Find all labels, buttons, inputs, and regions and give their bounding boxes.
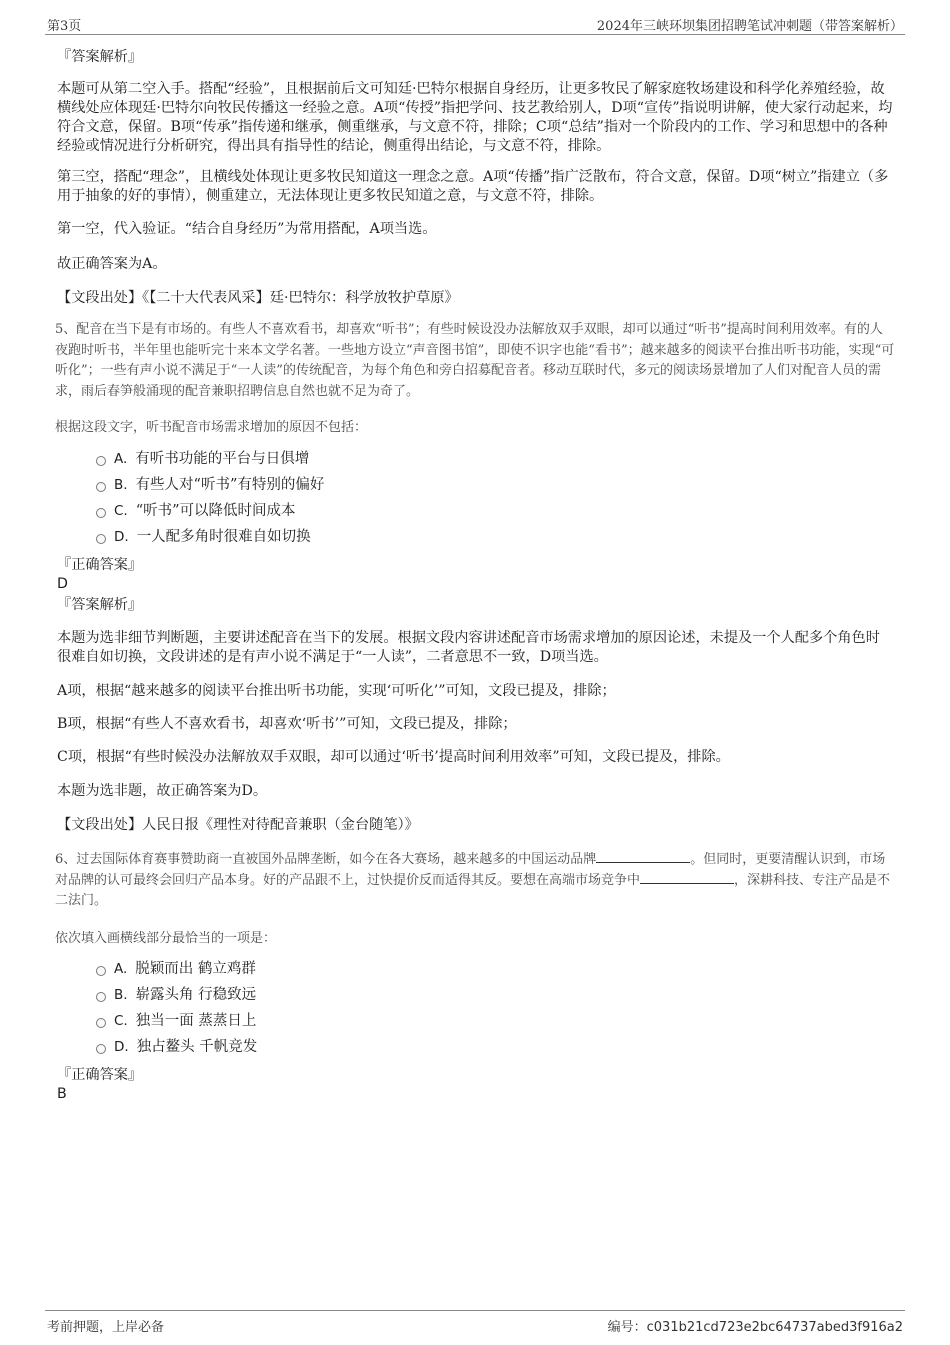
analysis-paragraph: A项，根据“越来越多的阅读平台推出听书功能，实现‘可听化’”可知，文段已提及，排除； bbox=[57, 683, 616, 699]
radio-icon[interactable] bbox=[96, 1018, 106, 1028]
analysis-conclusion: 本题为选非题，故正确答案为D。 bbox=[57, 783, 268, 799]
option-d[interactable] bbox=[96, 526, 311, 548]
correct-answer-label: 『正确答案』 bbox=[57, 557, 143, 573]
radio-icon[interactable] bbox=[96, 1044, 106, 1054]
option-b[interactable] bbox=[96, 474, 324, 496]
option-letter: D. bbox=[114, 529, 129, 545]
radio-icon[interactable] bbox=[96, 966, 106, 976]
stem-text: 6、过去国际体育赛事赞助商一直被国外品牌垄断，如今在各大赛场，越来越多的中国运动品牌 bbox=[55, 852, 597, 867]
source-citation: 【文段出处】人民日报《理性对待配音兼职（金台随笔）》 bbox=[57, 817, 419, 833]
correct-answer-label: 『正确答案』 bbox=[57, 1067, 143, 1083]
document-code bbox=[608, 1316, 903, 1335]
analysis-paragraph: 第一空，代入验证。“结合自身经历”为常用搭配，A项当选。 bbox=[57, 221, 437, 237]
option-letter: B. bbox=[114, 477, 128, 493]
option-text: 脱颖而出 鹤立鸡群 bbox=[135, 961, 256, 977]
option-text: 一人配多角时很难自如切换 bbox=[136, 529, 311, 545]
option-letter: A. bbox=[114, 451, 128, 467]
option-text: 独占鳌头 千帆竞发 bbox=[136, 1039, 258, 1055]
fill-blank bbox=[640, 871, 734, 884]
analysis-paragraph: B项，根据“有些人不喜欢看书，却喜欢‘听书’”可知，文段已提及，排除； bbox=[57, 716, 517, 732]
option-text: 崭露头角 行稳致远 bbox=[135, 987, 257, 1003]
option-text: “听书”可以降低时间成本 bbox=[135, 503, 296, 519]
option-b[interactable] bbox=[96, 984, 256, 1006]
stem-text: ，深耕科技、专注产品是不二法门。 bbox=[55, 872, 891, 908]
page-footer bbox=[45, 1310, 905, 1335]
option-text: 有些人对“听书”有特别的偏好 bbox=[135, 477, 325, 493]
option-text: 有听书功能的平台与日俱增 bbox=[135, 451, 310, 467]
question-prompt: 根据这段文字，听书配音市场需求增加的原因不包括： bbox=[55, 420, 368, 435]
option-d[interactable] bbox=[96, 1036, 257, 1058]
code-label: 编号： bbox=[607, 1320, 647, 1335]
question-stem bbox=[55, 850, 895, 912]
radio-icon[interactable] bbox=[96, 482, 106, 492]
analysis-label: 『答案解析』 bbox=[57, 49, 143, 65]
stem-text: 。但同时，更要清醒认识到，市场对品牌的认可最终会回归产品本身。好的产品跟不上，过快提价反而适得其反。要想在高端市场竞争中 bbox=[55, 852, 886, 888]
option-a[interactable] bbox=[96, 448, 309, 470]
radio-icon[interactable] bbox=[96, 456, 106, 466]
correct-answer: B bbox=[57, 1086, 67, 1102]
question-stem: 5、配音在当下是有市场的。有些人不喜欢看书，却喜欢“听书”；有些时候设没办法解放双手双眼，却可以通过“听书”提高时间利用效率。有的人夜跑时听书，半年里也能听完十来本文学名著。一些地方设立“声音图书馆”，即使不识字也能“看书”；越来越多的阅读平台推出听书功能，实现“可听化”；一些有声小说不满足于“一人读”的传统配音，为每个角色和旁白招募配音者。移动互联时代，多元的阅读场景增加了人们对配音人员的需求，雨后春笋般涌现的配音兼职招聘信息自然也就不足为奇了。 bbox=[55, 322, 895, 399]
code-value: c031b21cd723e2bc64737abed3f916a2 bbox=[646, 1320, 903, 1335]
correct-answer: D bbox=[57, 576, 68, 592]
option-letter: D. bbox=[114, 1039, 129, 1055]
document-title: 2024年三峡环坝集团招聘笔试冲刺题（带答案解析） bbox=[596, 19, 903, 34]
fill-blank bbox=[596, 850, 690, 863]
option-text: 独当一面 蒸蒸日上 bbox=[135, 1013, 257, 1029]
analysis-paragraph: 本题为选非细节判断题，主要讲述配音在当下的发展。根据文段内容讲述配音市场需求增加的原因论述，未提及一个人配多个角色时很难自如切换，文段讲述的是有声小说不满足于“一人读”，二者意思不一致，D项当选。 bbox=[57, 630, 880, 665]
analysis-conclusion: 故正确答案为A。 bbox=[57, 256, 167, 272]
option-c[interactable] bbox=[96, 1010, 256, 1032]
option-c[interactable] bbox=[96, 500, 296, 522]
page-number: 第3页 bbox=[47, 19, 82, 34]
radio-icon[interactable] bbox=[96, 534, 106, 544]
radio-icon[interactable] bbox=[96, 992, 106, 1002]
option-letter: C. bbox=[114, 1013, 128, 1029]
analysis-label: 『答案解析』 bbox=[57, 597, 143, 613]
option-letter: A. bbox=[114, 961, 128, 977]
source-citation: 【文段出处】《【二十大代表风采】廷·巴特尔：科学放牧护草原》 bbox=[57, 290, 459, 306]
analysis-paragraph: C项，根据“有些时候没办法解放双手双眼，却可以通过‘听书’提高时间利用效率”可知，文段已提及，排除。 bbox=[57, 749, 730, 765]
radio-icon[interactable] bbox=[96, 508, 106, 518]
page-header bbox=[45, 12, 905, 35]
option-letter: B. bbox=[114, 987, 128, 1003]
option-letter: C. bbox=[114, 503, 128, 519]
question-prompt: 依次填入画横线部分最恰当的一项是： bbox=[55, 931, 277, 946]
analysis-paragraph: 本题可从第二空入手。搭配“经验”，且根据前后文可知廷·巴特尔根据自身经历，让更多牧民了解家庭牧场建设和科学化养殖经验，故横线处应体现廷·巴特尔向牧民传播这一经验之意。A项“传授”指把学问、技艺教给别人，D项“宣传”指说明讲解，使大家行动起来，均符合文意，保留。B项“传承”指传递和继承，侧重继承，与文意不符，排除；C项“总结”指对一个阶段内的工作、学习和思想中的各种经验或情况进行分析研究，得出具有指导性的结论，侧重得出结论，与文意不符，排除。 bbox=[57, 81, 893, 154]
footer-slogan: 考前押题，上岸必备 bbox=[47, 1320, 165, 1335]
option-a[interactable] bbox=[96, 958, 256, 980]
analysis-paragraph: 第三空，搭配“理念”，且横线处体现让更多牧民知道这一理念之意。A项“传播”指广泛散布，符合文意，保留。D项“树立”指建立（多用于抽象的好的事情），侧重建立，无法体现让更多牧民知道之意，与文意不符，排除。 bbox=[57, 169, 889, 204]
